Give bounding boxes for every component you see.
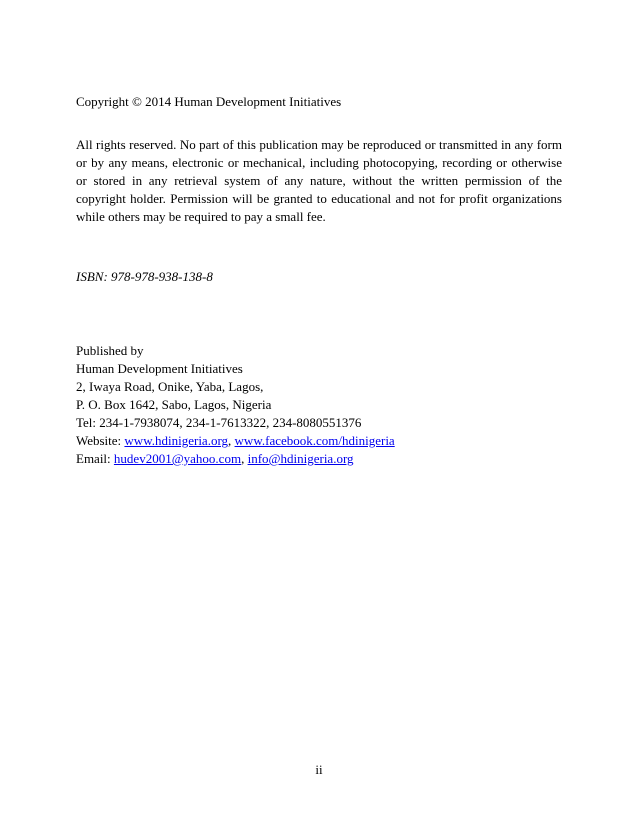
rights-statement: All rights reserved. No part of this publication may be reproduced or transmitted in any form or by any means, electronic or mechanical, including photocopying, recording or otherwise or stored in any retrieval system of any nature, without the written permission of the copyright holder. Permission will be granted to educational and not for profit organizations while others may be required to pay a small fee.	[76, 137, 562, 224]
website-label: Website:	[76, 433, 125, 448]
email-link-info[interactable]: info@hdinigeria.org	[247, 451, 354, 466]
email-label: Email:	[76, 451, 114, 466]
page-number: ii	[315, 762, 323, 777]
address-line-2: P. O. Box 1642, Sabo, Lagos, Nigeria	[76, 397, 272, 412]
publisher-info	[76, 342, 562, 468]
isbn: ISBN: 978-978-938-138-8	[76, 269, 213, 284]
email-separator: ,	[241, 451, 248, 466]
website-link-hdinigeria[interactable]: www.hdinigeria.org	[124, 433, 229, 448]
publisher-name: Human Development Initiatives	[76, 361, 243, 376]
copyright-notice: Copyright © 2014 Human Development Initiatives	[76, 94, 342, 109]
email-link-yahoo[interactable]: hudev2001@yahoo.com	[113, 451, 242, 466]
website-line	[76, 432, 562, 450]
website-link-facebook[interactable]: www.facebook.com/hdinigeria	[234, 433, 395, 448]
published-by-label: Published by	[76, 343, 144, 358]
address-line-1: 2, Iwaya Road, Onike, Yaba, Lagos,	[76, 379, 264, 394]
telephone: Tel: 234-1-7938074, 234-1-7613322, 234-8080551376	[76, 415, 362, 430]
website-separator: ,	[228, 433, 235, 448]
email-line	[76, 450, 562, 468]
